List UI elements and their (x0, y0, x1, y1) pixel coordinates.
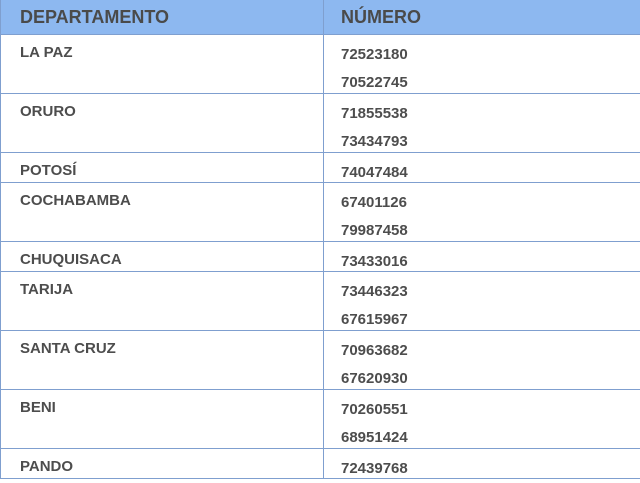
department-cell: LA PAZ (1, 35, 324, 93)
table-row (1, 272, 640, 331)
phone-number: 72439768 (341, 460, 408, 477)
table-row (1, 242, 640, 272)
phone-number: 70522745 (341, 74, 408, 91)
phone-number: 71855538 (341, 105, 408, 122)
table-row (1, 153, 640, 183)
numbers-cell (324, 331, 640, 389)
table-row (1, 94, 640, 153)
numbers-cell (324, 390, 640, 448)
table-row (1, 331, 640, 390)
phone-number: 67620930 (341, 370, 408, 387)
numbers-cell (324, 35, 640, 93)
phone-number: 67401126 (341, 194, 407, 211)
department-cell: ORURO (1, 94, 324, 152)
numbers-cell (324, 94, 640, 152)
table-row (1, 449, 640, 479)
department-cell: TARIJA (1, 272, 324, 330)
phone-number: 70260551 (341, 401, 408, 418)
table-row (1, 183, 640, 242)
phone-number: 73446323 (341, 283, 408, 300)
department-cell: PANDO (1, 449, 324, 478)
phone-number: 79987458 (341, 222, 408, 239)
department-cell: SANTA CRUZ (1, 331, 324, 389)
phone-number: 74047484 (341, 164, 408, 181)
phone-number: 73433016 (341, 253, 408, 270)
header-departamento: DEPARTAMENTO (1, 0, 324, 34)
phone-number: 70963682 (341, 342, 408, 359)
numbers-cell (324, 272, 640, 330)
phone-number: 67615967 (341, 311, 408, 328)
numbers-cell (324, 449, 640, 478)
table-row (1, 390, 640, 449)
phone-number: 72523180 (341, 46, 408, 63)
department-cell: POTOSÍ (1, 153, 324, 182)
department-cell: BENI (1, 390, 324, 448)
department-cell: CHUQUISACA (1, 242, 324, 271)
phone-number: 68951424 (341, 429, 408, 446)
numbers-cell (324, 153, 640, 182)
header-numero: NÚMERO (341, 7, 421, 27)
phone-number: 73434793 (341, 133, 408, 150)
department-cell: COCHABAMBA (1, 183, 324, 241)
table-header (1, 0, 640, 35)
numbers-cell (324, 183, 640, 241)
table-row (1, 35, 640, 94)
numbers-cell (324, 242, 640, 271)
